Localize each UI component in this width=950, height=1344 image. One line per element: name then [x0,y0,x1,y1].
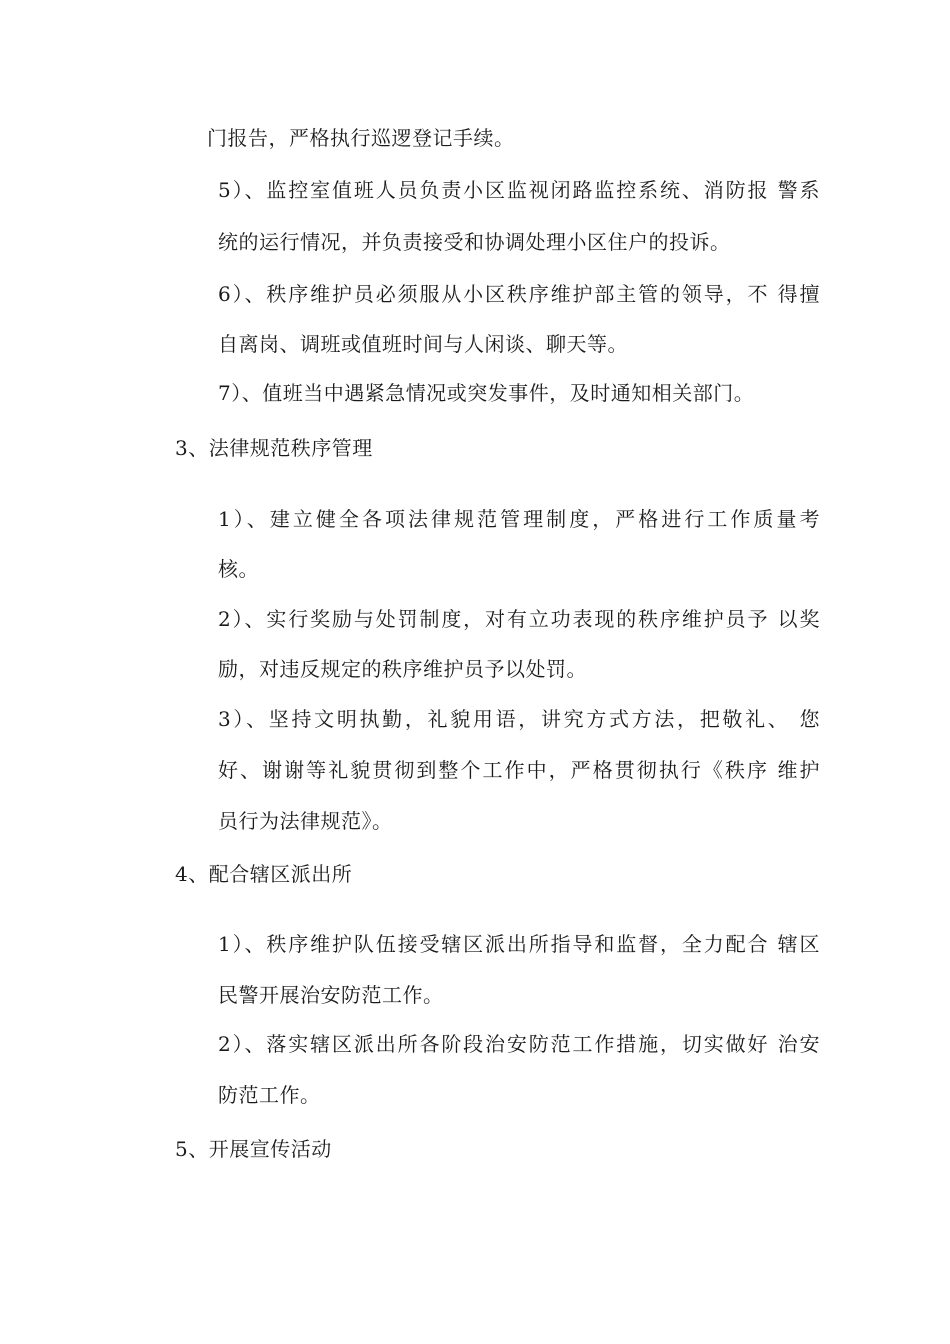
list-item-line: 2）、落实辖区派出所各阶段治安防范工作措施，切实做好 治安 [218,1032,820,1056]
section-heading: 3、法律规范秩序管理 [175,436,373,460]
list-item-line: 5）、监控室值班人员负责小区监视闭路监控系统、消防报 警系 [218,178,820,202]
list-item-line: 励，对违反规定的秩序维护员予以处罚。 [218,657,587,681]
list-item-line: 员行为法律规范》。 [218,809,393,833]
list-item-line: 好、谢谢等礼貌贯彻到整个工作中，严格贯彻执行《秩序 维护 [218,758,820,782]
list-item-line: 1）、秩序维护队伍接受辖区派出所指导和监督，全力配合 辖区 [218,932,820,956]
list-item-line: 1）、建立健全各项法律规范管理制度，严格进行工作质量考 [218,507,820,531]
list-item-line: 7）、值班当中遇紧急情况或突发事件，及时通知相关部门。 [218,381,755,405]
list-item-line: 6）、秩序维护员必须服从小区秩序维护部主管的领导，不 得擅 [218,282,820,306]
list-item-line: 自离岗、调班或值班时间与人闲谈、聊天等。 [218,332,628,356]
list-item-line: 防范工作。 [218,1083,321,1107]
section-heading: 4、配合辖区派出所 [175,862,353,886]
list-item-line: 统的运行情况，并负责接受和协调处理小区住户的投诉。 [218,230,731,254]
paragraph-line: 门报告，严格执行巡逻登记手续。 [207,126,515,150]
list-item-line: 民警开展治安防范工作。 [218,983,444,1007]
list-item-line: 2）、实行奖励与处罚制度，对有立功表现的秩序维护员予 以奖 [218,607,820,631]
list-item-line: 核。 [218,557,259,581]
list-item-line: 3）、坚持文明执勤，礼貌用语，讲究方式方法，把敬礼、 您 [218,707,820,731]
section-heading: 5、开展宣传活动 [175,1137,332,1161]
